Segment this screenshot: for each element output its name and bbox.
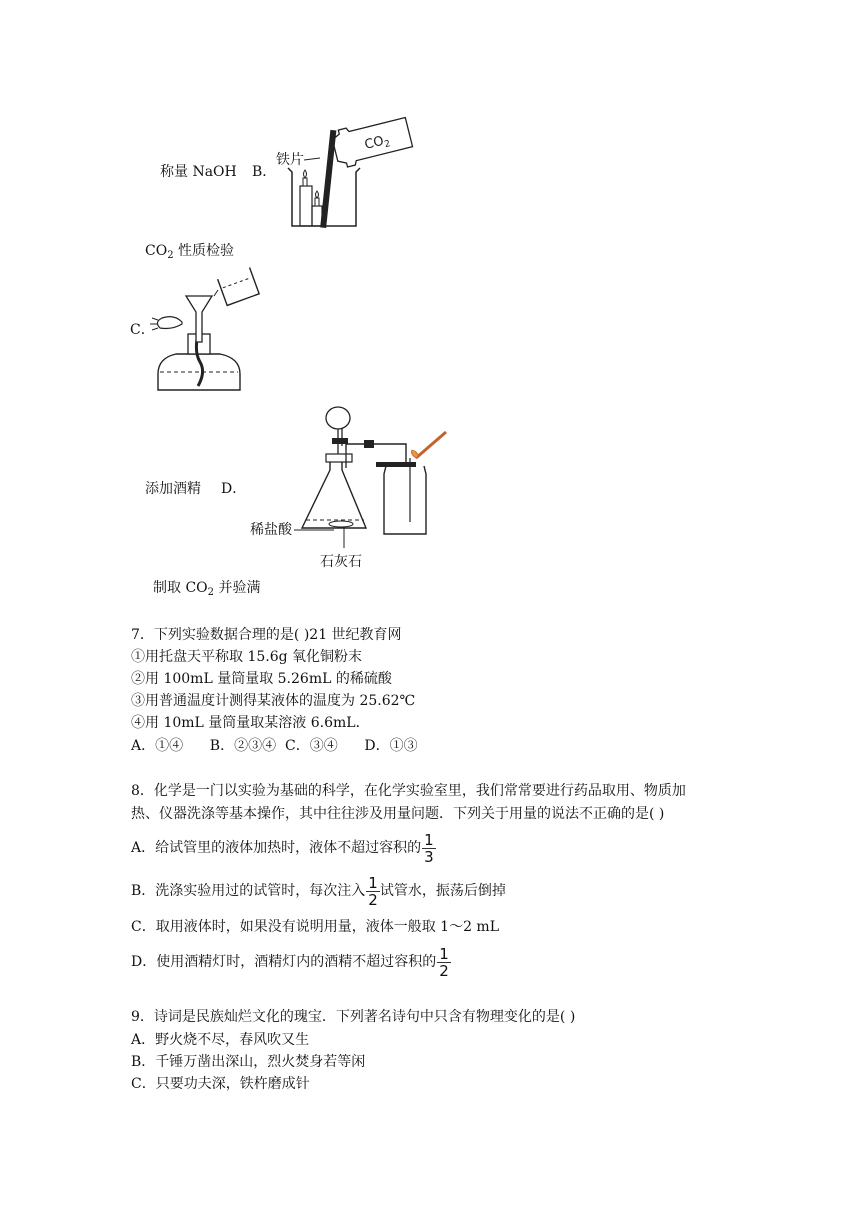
figure-add-alcohol xyxy=(148,262,278,402)
q6-option-d-letter: D． xyxy=(221,481,247,497)
flame xyxy=(157,317,182,329)
co2-bottle xyxy=(331,114,414,169)
label-limestone: 石灰石 xyxy=(320,554,362,570)
q6-option-d-caption: 制取 $CO_2$ 并验满 xyxy=(153,580,261,598)
figure-prepare-co2 xyxy=(246,400,466,580)
q8-stem-line-2: 热、仪器洗涤等基本操作，其中往往涉及用量问题．下列关于用量的说法不正确的是( ) xyxy=(131,806,665,822)
label-dilute-hcl: 稀盐酸 xyxy=(250,522,292,538)
q8-option-b: B．洗涤实验用过的试管时，每次注入 $\frac{1}{2}$ 试管水，振荡后倒掉 xyxy=(131,873,506,909)
q7-item-1: ①用托盘天平称取 15.6g 氧化铜粉末 xyxy=(131,649,363,665)
q9-stem: 9．诗词是民族灿烂文化的瑰宝．下列著名诗句中只含有物理变化的是( ) xyxy=(131,1009,576,1025)
q6-option-b-caption: $CO_2$ 性质检验 xyxy=(145,243,235,261)
svg-text:CO2: $CO_2$ xyxy=(363,133,392,153)
fraction-one-half: $\frac{1}{2}$ xyxy=(439,944,449,980)
fraction-one-half: $\frac{1}{2}$ xyxy=(368,873,378,909)
q9-option-c: C．只要功夫深，铁杵磨成针 xyxy=(131,1076,310,1092)
q7-options: A．①④ B．②③④ C．③④ D．①③ xyxy=(131,738,418,754)
q8-option-d: D．使用酒精灯时，酒精灯内的酒精不超过容积的 $\frac{1}{2}$ xyxy=(131,944,449,980)
q8-option-a: A．给试管里的液体加热时，液体不超过容积的 $\frac{1}{3}$ xyxy=(131,830,434,866)
q6-option-c-caption: 添加酒精 xyxy=(145,481,201,497)
label-iron-sheet: 铁片 xyxy=(276,152,304,168)
q9-option-b: B．千锤万凿出深山，烈火焚身若等闲 xyxy=(131,1054,366,1070)
burning-splint xyxy=(416,432,446,458)
q7-stem: 7．下列实验数据合理的是( )21 世纪教育网 xyxy=(131,627,402,643)
q8-option-c: C．取用液体时，如果没有说明用量，液体一般取 1～2 mL xyxy=(131,919,499,935)
q7-item-3: ③用普通温度计测得某液体的温度为 25.62℃ xyxy=(131,693,416,709)
fraction-one-third: $\frac{1}{3}$ xyxy=(424,830,434,866)
q6-option-b-letter: B． xyxy=(252,164,277,180)
q6-option-c-letter: C． xyxy=(130,322,155,338)
gas-jar xyxy=(384,466,426,534)
q9-option-a: A．野火烧不尽，春风吹又生 xyxy=(131,1032,310,1048)
q8-stem-line-1: 8．化学是一门以实验为基础的科学，在化学实验室里，我们常常要进行药品取用、物质加 xyxy=(131,783,686,799)
q7-item-4: ④用 10mL 量筒量取某溶液 6.6mL． xyxy=(131,715,370,731)
q6-option-a-caption: 称量 NaOH xyxy=(160,164,237,180)
pouring-beaker xyxy=(218,267,260,305)
q7-item-2: ②用 100mL 量筒量取 5.26mL 的稀硫酸 xyxy=(131,671,392,687)
conical-flask xyxy=(302,460,366,528)
figure-co2-property-test xyxy=(276,112,430,232)
